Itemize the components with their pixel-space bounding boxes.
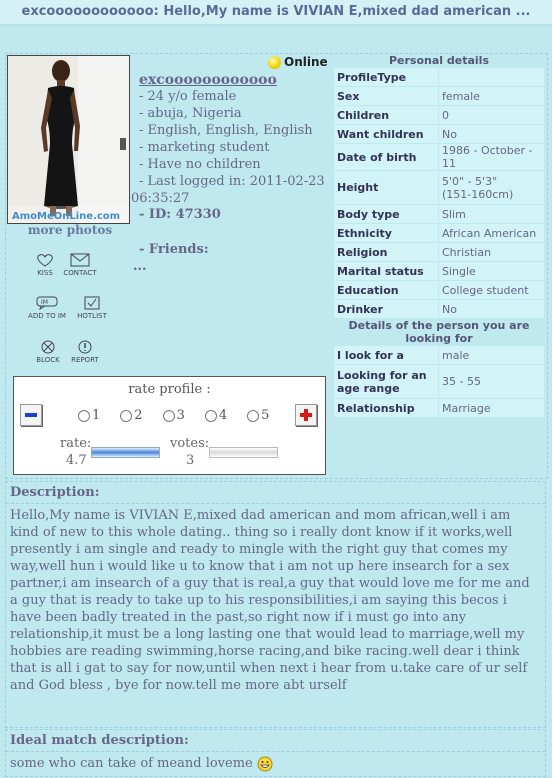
rate-option-4[interactable] xyxy=(205,408,227,423)
personal-detail-label: Religion xyxy=(334,243,438,261)
votes-label: votes: xyxy=(170,436,210,451)
personal-detail-value: 0 xyxy=(439,106,544,124)
more-photos-link[interactable]: more photos xyxy=(27,223,113,237)
detail-row xyxy=(334,224,544,242)
rate-profile-box xyxy=(13,376,326,475)
looking-for-header: Details of the person you are looking for xyxy=(334,319,544,345)
detail-row xyxy=(334,106,544,124)
looking-detail-label: I look for a xyxy=(334,346,438,364)
hotlist-label: HOTLIST xyxy=(77,312,107,320)
radio-label: 3 xyxy=(176,408,185,423)
page-title: excoooooooooooo: Hello,My name is VIVIAN E,mixed dad american ... xyxy=(0,0,552,24)
votes-value: 3 xyxy=(186,453,195,468)
looking-detail-label: Looking for an age range xyxy=(334,365,438,398)
looking-detail-value: Marriage xyxy=(439,399,544,417)
profile-photo[interactable] xyxy=(7,55,130,224)
rate-option-5[interactable] xyxy=(247,408,269,423)
rate-plus-button[interactable] xyxy=(295,404,317,426)
rate-option-1[interactable] xyxy=(78,408,100,423)
report-button[interactable] xyxy=(66,340,104,364)
looking-detail-label: Relationship xyxy=(334,399,438,417)
radio-circle[interactable] xyxy=(120,410,132,422)
online-smiley-icon xyxy=(268,56,281,69)
personal-detail-label: Drinker xyxy=(334,300,438,318)
age-gender: - 24 y/o female xyxy=(139,89,237,104)
radio-circle[interactable] xyxy=(247,410,259,422)
minus-icon xyxy=(25,413,37,417)
rate-value: 4.7 xyxy=(66,453,87,468)
rate-minus-button[interactable] xyxy=(20,404,42,426)
svg-text:IM: IM xyxy=(41,299,48,306)
report-label: REPORT xyxy=(71,356,99,364)
checklist-icon xyxy=(84,296,100,310)
rate-option-2[interactable] xyxy=(120,408,142,423)
username-link[interactable]: excoooooooooooo xyxy=(139,72,277,88)
personal-detail-value: 1986 - October - 11 xyxy=(439,144,544,170)
detail-row xyxy=(334,144,544,170)
radio-label: 5 xyxy=(261,408,270,423)
personal-detail-value: 5'0" - 5'3" (151-160cm) xyxy=(439,171,544,204)
detail-row xyxy=(334,243,544,261)
add-to-im-label: ADD TO IM xyxy=(28,312,66,320)
radio-circle[interactable] xyxy=(163,410,175,422)
personal-detail-label: ProfileType xyxy=(334,68,438,86)
personal-detail-value: Christian xyxy=(439,243,544,261)
personal-detail-value: No xyxy=(439,125,544,143)
personal-detail-label: Children xyxy=(334,106,438,124)
hotlist-button[interactable] xyxy=(72,296,112,320)
rate-label: rate: xyxy=(60,436,92,451)
rate-bar xyxy=(91,447,160,458)
votes-bar xyxy=(209,447,278,458)
friends-more[interactable]: ... xyxy=(133,259,147,274)
personal-detail-value: College student xyxy=(439,281,544,299)
radio-circle[interactable] xyxy=(205,410,217,422)
friends-label: - Friends: xyxy=(139,242,209,257)
personal-detail-value xyxy=(439,68,544,86)
add-to-im-button[interactable] xyxy=(24,296,70,320)
detail-row xyxy=(334,68,544,86)
detail-row xyxy=(334,171,544,204)
radio-label: 2 xyxy=(134,408,143,423)
personal-detail-value: female xyxy=(439,87,544,105)
personal-detail-value: Single xyxy=(439,262,544,280)
personal-detail-label: Body type xyxy=(334,205,438,223)
block-button[interactable] xyxy=(32,340,64,364)
envelope-icon xyxy=(70,253,90,267)
personal-detail-value: African American xyxy=(439,224,544,242)
plus-icon-v xyxy=(304,409,308,421)
personal-detail-value: Slim xyxy=(439,205,544,223)
contact-label: CONTACT xyxy=(63,269,97,277)
looking-detail-value: male xyxy=(439,346,544,364)
personal-details-table xyxy=(333,53,545,418)
ideal-match-section xyxy=(5,729,546,777)
personal-detail-label: Ethnicity xyxy=(334,224,438,242)
profile-id: - ID: 47330 xyxy=(139,207,221,222)
radio-circle[interactable] xyxy=(78,410,90,422)
personal-detail-label: Date of birth xyxy=(334,144,438,170)
rate-options xyxy=(78,408,286,423)
rate-caption: rate profile : xyxy=(128,382,211,397)
last-logged: - Last logged in: 2011-02-23 xyxy=(139,174,325,189)
photo-watermark: AmoMeOnLine.com xyxy=(12,211,121,222)
detail-row xyxy=(334,87,544,105)
occupation: - marketing student xyxy=(139,140,270,155)
detail-row xyxy=(334,205,544,223)
detail-row xyxy=(334,262,544,280)
radio-label: 4 xyxy=(218,408,228,423)
chat-icon xyxy=(36,296,58,310)
kiss-label: KISS xyxy=(37,269,53,277)
description-text: Hello,My name is VIVIAN E,mixed dad american and mom african,well i am kind of new to this whole dating.. thing so i really dont know if it works,well presently i am single and ready to mingle with the right guy that comes my way,well hun i would like u to know that i am not up here insearch for a sex partner,i am insearch of a guy that is real,a guy that would love me for me and a guy that is ready to take up to his responsibilities,i am saying this becos i have been badly treated in the past,so right now if i must go into any relationship,it must be a long lasting one that would lead to marriage,well my hobbies are reading swimming,horse racing,and bike racing.well dear i think that is all i gat to say for now,until when next i hear from u.take care of ur self and God bless , bye for now.tell me more abt urself xyxy=(10,508,530,693)
contact-button[interactable] xyxy=(59,253,101,277)
personal-detail-label: Height xyxy=(334,171,438,204)
block-icon xyxy=(40,340,56,354)
report-icon xyxy=(77,340,93,354)
location: - abuja, Nigeria xyxy=(139,106,242,121)
personal-details-header: Personal details xyxy=(334,54,544,67)
block-label: BLOCK xyxy=(36,356,60,364)
rate-option-3[interactable] xyxy=(163,408,185,423)
ideal-match-text: some who can take of meand loveme xyxy=(10,756,253,771)
personal-detail-label: Education xyxy=(334,281,438,299)
detail-row xyxy=(334,346,544,364)
personal-detail-label: Marital status xyxy=(334,262,438,280)
online-status xyxy=(268,55,328,69)
detail-row xyxy=(334,281,544,299)
description-heading: Description: xyxy=(6,482,545,504)
ideal-match-heading: Ideal match description: xyxy=(6,730,545,752)
grin-smiley-icon xyxy=(257,756,273,772)
description-section xyxy=(5,481,546,728)
children-info: - Have no children xyxy=(139,157,261,172)
detail-row xyxy=(334,125,544,143)
detail-row xyxy=(334,399,544,417)
personal-detail-label: Sex xyxy=(334,87,438,105)
looking-detail-value: 35 - 55 xyxy=(439,365,544,398)
detail-row xyxy=(334,365,544,398)
detail-row xyxy=(334,300,544,318)
kiss-button[interactable] xyxy=(34,253,56,277)
online-label: Online xyxy=(284,55,328,69)
last-logged-time: 06:35:27 xyxy=(131,191,190,206)
personal-detail-value: No xyxy=(439,300,544,318)
languages: - English, English, English xyxy=(139,123,313,138)
personal-detail-label: Want children xyxy=(334,125,438,143)
radio-label: 1 xyxy=(92,408,101,423)
title-divider xyxy=(0,24,552,26)
kiss-icon xyxy=(35,253,55,267)
ideal-match-body xyxy=(6,752,545,775)
